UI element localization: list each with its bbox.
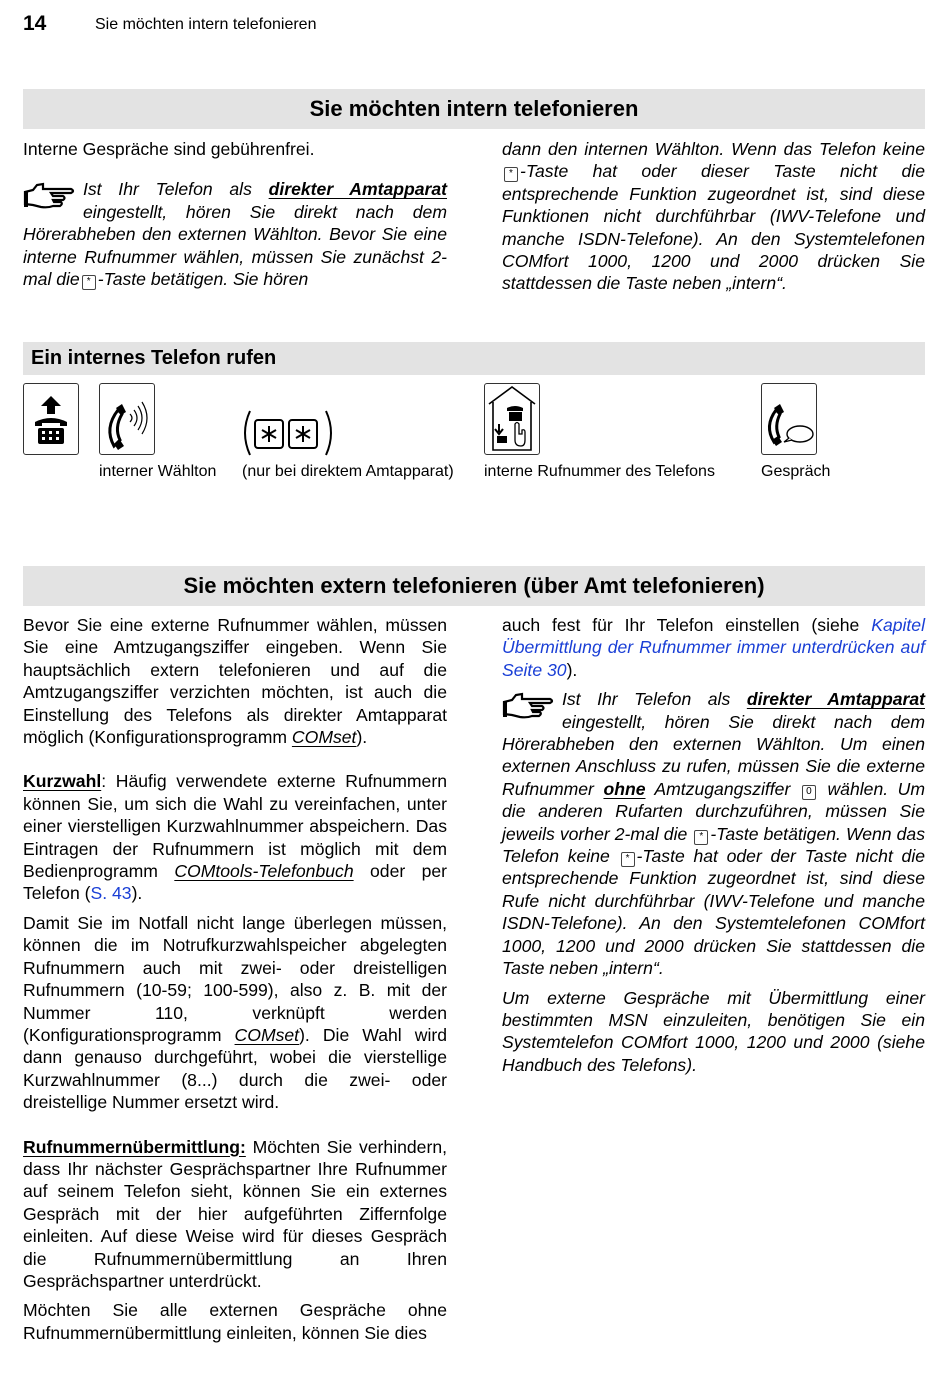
dial-internal-icon <box>484 383 540 455</box>
term-ohne: ohne <box>603 778 646 799</box>
star-key-icon: * <box>82 275 96 290</box>
handset-lift-icon <box>23 383 79 455</box>
p-notruf: Damit Sie im Notfall nicht lange überlegen müssen, können die im Notrufkurzwahlspeicher abgelegten Rufnummern auch mit zwei- oder dreistelligen Rufnummern (10-59; 100-599), also z. B. mit der Nummer 110, verknüpft werden (Konfigurationsprogramm COMset). Die Wahl wird dann genauso durchgeführt, wobei die vierstellige Kurzwahlnummer (8...) durch die zwei- oder dreistellige Nummer ersetzt wird. <box>23 912 447 1113</box>
link-seite-43[interactable]: S. 43 <box>90 883 132 904</box>
ringing-handset-icon <box>99 383 155 455</box>
speech-handset-icon <box>761 383 817 455</box>
section-title-intern: Sie möchten intern telefonieren <box>23 89 925 129</box>
intro-text: Interne Gespräche sind gebührenfrei. <box>23 139 315 159</box>
section3-right-column <box>502 614 925 1076</box>
pointing-hand-icon <box>502 690 562 722</box>
page-number: 14 <box>23 12 47 35</box>
link-kapitel-uebermittlung[interactable]: Kapitel Übermittlung der Rufnummer immer unterdrücken auf Seite 30 <box>502 615 925 680</box>
section3-left-column <box>23 614 447 1344</box>
p-msn: Um externe Gespräche mit Übermittlung einer bestimmten MSN einzuleiten, benötigen Sie ein Systemtelefon COMfort 1000, 1200 und 2000 (siehe Handbuch des Telefons). <box>502 987 925 1075</box>
term-direkter-amtapparat: direkter Amtapparat <box>268 179 448 200</box>
zero-key-icon: 0 <box>802 785 816 800</box>
comset-term: COMset <box>234 1024 300 1045</box>
pointing-hand-icon <box>23 180 83 212</box>
term-direkter-amtapparat: direkter Amtapparat <box>746 689 926 710</box>
caption-nur-direkt: (nur bei direktem Amtapparat) <box>242 463 454 480</box>
comset-term: COMset <box>291 727 357 748</box>
comtools-term: COMtools-Telefonbuch <box>174 861 354 882</box>
p-rufnummernuebermittlung: Rufnummernübermittlung: Möchten Sie verhindern, dass Ihr nächster Gesprächspartner Ihre Rufnummer auf seinem Telefon sieht, können Sie ein externes Gespräch mit der hier aufgeführten Ziffernfolge einleiten. Auf diese Weise wird für dieses Gespräch die Rufnummernübermittlung an Ihren Gesprächspartner unterdrückt. <box>23 1136 447 1291</box>
star-key-icon: * <box>621 852 635 867</box>
note-paragraph: Ist Ihr Telefon als direkter Amtapparat eingestellt, hören Sie direkt nach dem Hörerabheben den externen Wählton. Bevor Sie eine interne Rufnummer wählen, müssen Sie zunächst 2-mal die * -Taste betätigen. Sie hören <box>23 179 448 290</box>
star-key-icon: * <box>694 830 708 845</box>
section-title-internes-telefon: Ein internes Telefon rufen <box>23 342 925 375</box>
p-kurzwahl: Kurzwahl: Häufig verwendete externe Rufnummern können Sie, um sich die Wahl zu vereinfachen, unter einer vierstelligen Kurzwahlnummer abspeichern. Das Eintragen der Rufnummern ist möglich mit dem Bedienprogramm COMtools-Telefonbuch oder per Telefon (S. 43). <box>23 771 448 904</box>
note-paragraph-extern: Ist Ihr Telefon als direkter Amtapparat eingestellt, hören Sie direkt nach dem Hörerabheben den externen Wählton. Um einen externen Anschluss zu rufen, müssen Sie die externe Rufnummer ohne Amtzugangsziffer 0 wählen. Um die anderen Rufarten durchzuführen, müssen Sie jeweils vorher 2-mal die * -Taste betätigen. Wenn das Telefon keine * -Taste hat oder der Taste nicht die entsprechende Funktion zugeordnet ist, sind diese Rufe nicht durchführbar (IWV-Telefone und manche ISDN-Telefone). An den Systemtelefonen COMfort 1000, 1200 und 2000 drücken Sie stattdessen die Taste neben „intern“. <box>502 689 926 979</box>
p-alle-extern: Möchten Sie alle externen Gespräche ohne Rufnummernübermittlung einleiten, können Sie dies <box>23 1300 447 1343</box>
running-title: Sie möchten intern telefonieren <box>95 16 317 33</box>
caption-gespraech: Gespräch <box>761 463 831 480</box>
section1-right-column: dann den internen Wählton. Wenn das Telefon keine* -Taste hat oder dieser Taste nicht die entsprechende Funktion zugeordnet ist, sind diese Funktionen nicht durchführbar (IWV-Telefone und manche ISDN-Telefone). An den Systemtelefonen COMfort 1000, 1200 und 2000 drücken Sie stattdessen die Taste neben „intern“. <box>502 139 925 294</box>
caption-interner-waehlton: interner Wählton <box>99 463 217 480</box>
section-title-extern: Sie möchten extern telefonieren (über Amt telefonieren) <box>23 566 925 606</box>
star-star-keys-icon <box>240 408 336 458</box>
p-fest-einstellen: auch fest für Ihr Telefon einstellen (siehe Kapitel Übermittlung der Rufnummer immer unterdrücken auf Seite 30). <box>502 615 925 680</box>
rufnummernuebermittlung-label: Rufnummernübermittlung: <box>23 1136 246 1157</box>
kurzwahl-label: Kurzwahl <box>23 771 102 792</box>
caption-interne-rufnummer: interne Rufnummer des Telefons <box>484 463 715 480</box>
section1-left-column <box>23 138 447 290</box>
p-amtzugangsziffer: Bevor Sie eine externe Rufnummer wählen, müssen Sie eine Amtzugangsziffer eingeben. Wenn Sie hauptsächlich extern telefonieren und auf die Amtzugangsziffer verzichten möchten, ist auch die Einstellung des Telefons als direkter Amtapparat möglich (Konfigurationsprogramm COMset). <box>23 615 447 748</box>
star-key-icon: * <box>504 167 518 182</box>
